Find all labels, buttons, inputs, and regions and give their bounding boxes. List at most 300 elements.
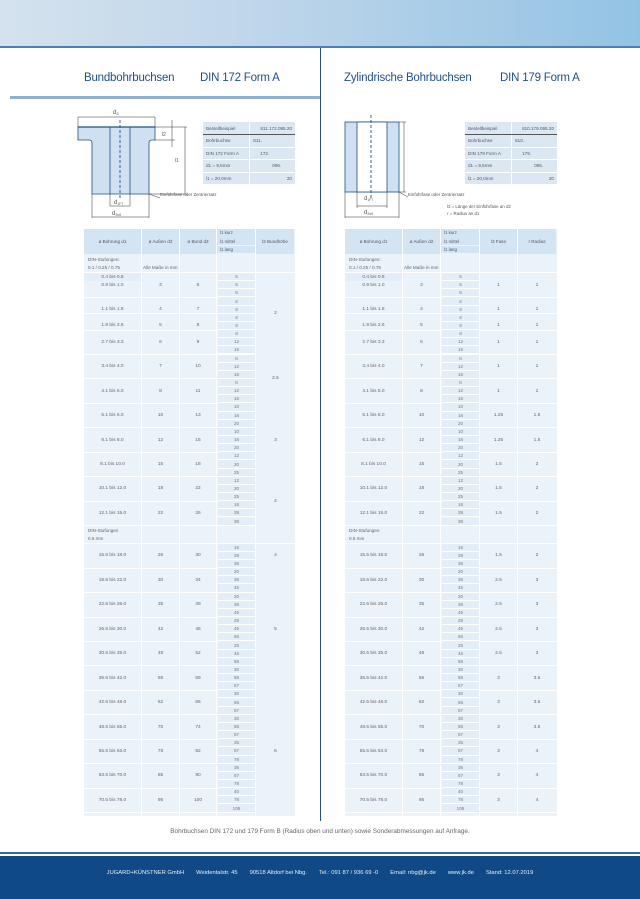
l1-value: 20 (442, 568, 479, 576)
d2-value: 70 (157, 724, 164, 730)
l1-value: 6 (442, 314, 479, 322)
svg-text:d2n6: d2n6 (364, 210, 374, 216)
footer-phone[interactable]: Tel.: 091 87 / 936 69 -0 (318, 870, 379, 876)
d3-value: 9 (196, 339, 200, 345)
d2-value: 7 (420, 364, 423, 370)
d2-value: 78 (418, 748, 425, 754)
l3-value: 3 (497, 700, 500, 706)
footnote: Bohrbuchsen DIN 172 und 179 Form B (Radius oben und unten) sowie Sonderabmessungen auf Anfrage. (170, 828, 470, 835)
d2-value: 26 (157, 553, 164, 559)
collar-height-value: 4 (274, 553, 277, 559)
column-header-l1-long: l1 lang (441, 246, 479, 254)
l3-value: 1 (497, 364, 500, 370)
d2-value: 95 (157, 797, 164, 803)
l1-value: 36 (442, 576, 479, 584)
l1-value: 40 (218, 788, 255, 796)
l1-value: 9 (442, 306, 479, 314)
l1-value: 30 (442, 666, 479, 674)
bore-range: 15.5 bis 18.0 (98, 553, 127, 559)
l3-value: 1.5 (495, 462, 502, 468)
l1-value: 10 (442, 428, 479, 436)
r-value: 1 (535, 282, 539, 288)
svg-text:d3: d3 (113, 110, 119, 116)
l1-value: 56 (218, 633, 255, 641)
r-value: 2 (535, 462, 539, 468)
l3-value: 1 (497, 323, 500, 329)
l1-value: 12 (218, 452, 255, 460)
left-title: Bundbohrbuchsen (84, 72, 175, 84)
d2-value: 18 (418, 486, 425, 492)
l1-value: 9 (218, 306, 255, 314)
bore-range: 22.5 bis 26.0 (359, 602, 388, 608)
bore-range: 22.5 bis 26.0 (98, 602, 127, 608)
l1-value: 56 (442, 674, 479, 682)
d3-value: 39 (195, 602, 201, 608)
l1-value: 56 (218, 723, 255, 731)
l1-value: 20 (218, 485, 255, 493)
l1-value: 67 (442, 747, 479, 755)
r-value: 1.5 (533, 437, 541, 443)
l1-value: 45 (442, 584, 479, 592)
column-separator (255, 229, 256, 816)
column-header-l1-mid: l1 mittel (441, 237, 479, 245)
l1-value: 6 (218, 273, 255, 281)
l3-value: 1.5 (495, 510, 502, 516)
column-header-l1-mid: l1 mittel (217, 237, 255, 245)
l1-value: 67 (218, 731, 255, 739)
footer-street: Weidentalstr. 45 (196, 870, 238, 876)
l1-value: 36 (442, 601, 479, 609)
l3-value: 2.5 (495, 626, 502, 632)
l1-value: 36 (218, 601, 255, 609)
example-label: l1 = 20,0mm (203, 172, 250, 185)
bore-range: 2.7 bis 3.3 (362, 339, 385, 345)
footer-company: JUGARD+KÜNSTNER GmbH (106, 870, 185, 876)
bore-range: 1.1 bis 1.8 (362, 307, 385, 313)
l1-value: 16 (218, 371, 255, 379)
l1-value: 45 (218, 609, 255, 617)
l1-value: 20 (218, 568, 255, 576)
d2-value: 26 (418, 553, 425, 559)
example-value: 20 (512, 172, 557, 185)
d3-value: 34 (195, 577, 201, 583)
d3-value: 11 (195, 388, 201, 394)
d2-value: 10 (157, 413, 164, 419)
l1-value: 45 (442, 650, 479, 658)
bore-range: 3.4 bis 4.0 (362, 364, 385, 370)
bore-range: 0.4 bis 0.8 (345, 273, 402, 281)
d2-value: 12 (157, 437, 164, 443)
l1-value: 12 (218, 387, 255, 395)
example-label: DIN 172 Form A (203, 147, 250, 160)
l1-value: 16 (218, 501, 255, 509)
bore-range: 70.5 bis 78.0 (359, 797, 388, 803)
r-value: 2 (535, 553, 539, 559)
bore-range: 42.5 bis 48.0 (98, 700, 127, 706)
l1-value: 10 (218, 403, 255, 411)
d2-value: 42 (157, 626, 164, 632)
bore-range: 4.1 bis 5.0 (362, 388, 385, 394)
d3-value: 6 (196, 282, 200, 288)
l1-value: 45 (442, 625, 479, 633)
l1-value: 9 (442, 289, 479, 297)
l1-value: 25 (442, 469, 479, 477)
column-header-r: r Radius (518, 229, 556, 254)
collar-height-value: 5 (274, 626, 277, 632)
l1-value: 28 (442, 552, 479, 560)
example-value: 811.172.095.20 (250, 122, 295, 135)
d3-value: 8 (196, 323, 200, 329)
l3-value: 1.5 (495, 486, 502, 492)
r-value: 3 (535, 651, 539, 657)
l1-value: 20 (218, 420, 255, 428)
l1-value: 20 (442, 444, 479, 452)
column-header-l1-short: l1 kurz (217, 229, 255, 237)
l1-value: 56 (218, 699, 255, 707)
bore-range: 63.5 bis 70.0 (359, 773, 388, 779)
bore-range: 12.1 bis 15.0 (98, 510, 127, 516)
d2-value: 10 (418, 413, 425, 419)
d2-value: 35 (418, 602, 425, 608)
example-value: 172. (250, 147, 295, 160)
l1-value: 67 (442, 707, 479, 715)
l1-value: 45 (218, 650, 255, 658)
r-value: 1 (535, 388, 539, 394)
example-value: 179. (512, 147, 557, 160)
l1-value: 67 (442, 772, 479, 780)
d3-value: 74 (195, 724, 201, 730)
d2-value: 8 (420, 388, 423, 394)
l1-value: 45 (218, 584, 255, 592)
column-separator (440, 229, 441, 816)
column-separator (517, 229, 518, 816)
footer-date: Stand: 12.07.2019 (485, 870, 534, 876)
section-note: DIN-Stufungen 0.5 mm (349, 527, 380, 541)
right-dimensions-table (345, 229, 557, 816)
right-title: Zylindrische Bohrbuchsen (344, 72, 472, 84)
l1-value: 9 (218, 289, 255, 297)
column-divider (320, 48, 321, 821)
bore-range: 5.1 bis 6.0 (362, 413, 385, 419)
r-value: 4 (535, 797, 539, 803)
l1-value: 16 (442, 501, 479, 509)
example-value: 810. (512, 135, 557, 148)
bore-range: 10.1 bis 12.0 (359, 486, 388, 492)
l1-value: 16 (218, 412, 255, 420)
d3-value: 26 (195, 510, 201, 516)
l1-value: 56 (442, 658, 479, 666)
l1-value: 30 (442, 690, 479, 698)
bore-range: 6.1 bis 8.0 (362, 437, 385, 443)
d2-value: 48 (157, 651, 164, 657)
example-label: DIN 179 Form A (465, 147, 512, 160)
collar-height-value: 3 (274, 437, 277, 443)
footer-web[interactable]: www.jk.de (447, 870, 474, 876)
bore-range: 30.5 bis 35.0 (98, 651, 127, 657)
l3-value: 3 (497, 675, 500, 681)
example-value: 095. (250, 160, 295, 173)
l1-value: 25 (218, 469, 255, 477)
l1-value: 78 (442, 780, 479, 788)
d2-value: 5 (420, 323, 423, 329)
example-value: 095. (512, 160, 557, 173)
l1-value: 35 (218, 739, 255, 747)
l1-value: 16 (218, 346, 255, 354)
l1-value: 16 (218, 544, 255, 552)
r-value: 3 (535, 602, 539, 608)
svg-text:d1F7: d1F7 (114, 200, 124, 206)
d3-value: 90 (195, 773, 201, 779)
l1-value: 8 (442, 330, 479, 338)
d2-value: 22 (418, 510, 425, 516)
l1-value: 10 (442, 403, 479, 411)
l1-value: 8 (218, 379, 255, 387)
l1-value: 12 (442, 477, 479, 485)
l1-value: 25 (442, 493, 479, 501)
d3-value: 66 (195, 700, 201, 706)
bore-range: 12.1 bis 15.0 (359, 510, 388, 516)
d2-value: 62 (418, 700, 425, 706)
d3-value: 46 (195, 626, 201, 632)
example-label: d1 = 9,5mm (465, 160, 512, 173)
d2-value: 4 (420, 307, 423, 313)
d2-value: 15 (157, 462, 164, 468)
d3-value: 10 (195, 364, 201, 370)
l1-value: 45 (218, 625, 255, 633)
l1-value: 16 (442, 395, 479, 403)
l1-value: 67 (218, 772, 255, 780)
column-separator (216, 229, 217, 816)
l1-value: 12 (442, 452, 479, 460)
l1-value: 12 (442, 387, 479, 395)
column-header-d1: ø Bohrung d1 (84, 229, 141, 254)
l1-value: 16 (218, 436, 255, 444)
l1-value: 30 (218, 666, 255, 674)
column-header-d2: ø Außen d2 (403, 229, 440, 254)
d2-value: 95 (418, 797, 425, 803)
l1-value: 28 (218, 509, 255, 517)
l1-value: 30 (218, 715, 255, 723)
bore-range: 42.5 bis 48.0 (359, 700, 388, 706)
bore-range: 15.5 bis 18.0 (359, 553, 388, 559)
l1-value: 56 (218, 674, 255, 682)
l1-value: 30 (442, 715, 479, 723)
l3-value: 1.25 (493, 437, 504, 443)
r-value: 4 (535, 748, 539, 754)
column-header-l1-short: l1 kurz (441, 229, 479, 237)
r-value: 3.5 (533, 675, 541, 681)
l1-value: 67 (218, 707, 255, 715)
l1-value: 6 (442, 297, 479, 305)
l3-value: 2.5 (495, 651, 502, 657)
collar-height-value: 2.5 (272, 376, 279, 382)
example-value: 811. (250, 135, 295, 148)
l1-value: 45 (442, 609, 479, 617)
d3-value: 82 (195, 748, 201, 754)
l3-value: 1 (497, 282, 500, 288)
l1-value: 78 (218, 756, 255, 764)
l1-value: 16 (442, 346, 479, 354)
left-title-underline (10, 96, 320, 99)
d2-value: 55 (418, 675, 425, 681)
units-note: Alle Maße in mm (404, 265, 439, 270)
bore-range: 70.5 bis 78.0 (98, 797, 127, 803)
l1-value: 20 (442, 593, 479, 601)
l1-value: 67 (218, 682, 255, 690)
d2-value: 15 (418, 462, 425, 468)
l1-value: 16 (442, 544, 479, 552)
d3-value: 18 (195, 462, 201, 468)
d2-value: 70 (418, 724, 425, 730)
footer-city: 90518 Altdorf bei Nbg. (249, 870, 307, 876)
d2-value: 3 (420, 282, 423, 288)
svg-text:d1F7: d1F7 (364, 196, 374, 202)
bore-range: 35.5 bis 42.0 (98, 675, 127, 681)
l1-value: 8 (218, 355, 255, 363)
l3-value: 3 (497, 724, 500, 730)
bore-range: 1.9 bis 2.6 (101, 323, 124, 329)
d2-value: 3 (159, 282, 162, 288)
l1-value: 12 (442, 363, 479, 371)
l1-value: 16 (218, 395, 255, 403)
bore-range: 2.7 bis 3.3 (101, 339, 124, 345)
bore-range: 1.1 bis 1.8 (101, 307, 124, 313)
l1-value: 25 (442, 641, 479, 649)
footer-email[interactable]: Email: nbg@jk.de (390, 870, 436, 876)
bore-range: 26.5 bis 30.0 (98, 626, 127, 632)
left-norm: DIN 172 Form A (200, 72, 280, 84)
bore-range: 48.5 bis 55.0 (359, 724, 388, 730)
l3-value: 1.25 (493, 413, 504, 419)
svg-text:l1: l1 (175, 158, 179, 164)
bore-range: 4.1 bis 5.0 (101, 388, 124, 394)
svg-text:l2: l2 (162, 132, 166, 138)
column-header-l1-long: l1 lang (217, 246, 255, 254)
row-separator (84, 812, 256, 813)
l1-value: 105 (442, 804, 479, 812)
bore-range: 0.9 bis 1.0 (362, 282, 385, 288)
l1-value: 40 (442, 788, 479, 796)
r-value: 4 (535, 773, 539, 779)
section-note: DIN-Stufungen: 0.1 / 0.25 / 0.75 (349, 257, 381, 270)
collar-height-value: 2 (274, 311, 277, 317)
column-header-l3: l3 Fase (480, 229, 517, 254)
l1-value: 78 (442, 756, 479, 764)
right-norm: DIN 179 Form A (500, 72, 580, 84)
bore-range: 35.5 bis 42.0 (359, 675, 388, 681)
l1-value: 6 (442, 281, 479, 289)
l3-value: 1 (497, 307, 500, 313)
l1-value: 35 (442, 739, 479, 747)
column-header-d2: ø Außen d2 (142, 229, 179, 254)
l1-value: 9 (218, 322, 255, 330)
l1-value: 6 (218, 297, 255, 305)
r-value: 2 (535, 510, 539, 516)
row-separator (345, 812, 557, 813)
d3-value: 7 (196, 307, 200, 313)
l1-value: 67 (218, 747, 255, 755)
l1-value: 78 (442, 796, 479, 804)
r-value: 1.5 (533, 413, 541, 419)
l1-value: 20 (218, 444, 255, 452)
flange-bushing-drawing (72, 100, 192, 220)
l3-value: 2.5 (495, 577, 502, 583)
l1-value: 56 (442, 723, 479, 731)
left-chamfer-note: Einführfase oder Zentriersatz (160, 192, 217, 197)
l1-value: 25 (218, 493, 255, 501)
l1-value: 56 (218, 658, 255, 666)
r-value: 2 (535, 486, 539, 492)
d2-value: 8 (159, 388, 162, 394)
column-header-d3: ø Bund d3 (180, 229, 216, 254)
l3-value: 3 (497, 748, 500, 754)
l1-value: 20 (442, 420, 479, 428)
bore-range: 0.4 bis 0.8 (84, 273, 141, 281)
l1-value: 20 (218, 460, 255, 468)
l1-value: 36 (442, 560, 479, 568)
l1-value: 67 (442, 731, 479, 739)
l1-value: 20 (442, 460, 479, 468)
d2-value: 42 (418, 626, 425, 632)
bore-range: 1.9 bis 2.6 (362, 323, 385, 329)
l1-value: 36 (218, 518, 255, 526)
d2-value: 7 (159, 364, 162, 370)
column-header-d1: ø Bohrung d1 (345, 229, 402, 254)
l1-value: 6 (442, 273, 479, 281)
right-legend-l3: l3 = Länge der Einführfase an d2 (447, 204, 511, 209)
example-value: 20 (250, 172, 295, 185)
d2-value: 35 (157, 602, 164, 608)
d2-value: 6 (159, 339, 162, 345)
l1-value: 16 (442, 371, 479, 379)
left-order-example (203, 122, 295, 185)
svg-text:d2n6: d2n6 (112, 211, 122, 217)
l1-value: 25 (442, 617, 479, 625)
l1-value: 36 (218, 576, 255, 584)
r-value: 1 (535, 364, 539, 370)
column-separator (479, 229, 480, 816)
l1-value: 36 (218, 560, 255, 568)
example-value: 810.179.095.20 (512, 122, 557, 135)
right-legend-r: r = Radius an d1 (447, 211, 480, 216)
l1-value: 8 (218, 330, 255, 338)
bore-range: 3.4 bis 4.0 (101, 364, 124, 370)
d3-value: 100 (193, 797, 202, 803)
section-note: DIN-Stufungen 0.5 mm (88, 527, 119, 541)
l1-value: 6 (218, 314, 255, 322)
l1-value: 16 (442, 436, 479, 444)
left-dimensions-table (84, 229, 295, 816)
l1-value: 56 (442, 699, 479, 707)
l1-value: 6 (218, 281, 255, 289)
r-value: 1 (535, 307, 539, 313)
d2-value: 85 (418, 773, 425, 779)
collar-height-value: 4 (274, 498, 277, 504)
l1-value: 20 (442, 485, 479, 493)
header-gradient-band (0, 0, 640, 46)
d3-value: 30 (195, 553, 201, 559)
example-label: Bestellbeispiel (203, 122, 250, 135)
d2-value: 22 (157, 510, 164, 516)
units-note: Alle Maße in mm (143, 265, 178, 270)
l1-value: 28 (442, 509, 479, 517)
l3-value: 1 (497, 388, 500, 394)
bore-range: 18.5 bis 22.0 (98, 577, 127, 583)
l1-value: 56 (442, 633, 479, 641)
l3-value: 1 (497, 339, 500, 345)
d2-value: 6 (420, 339, 423, 345)
d2-value: 4 (159, 307, 162, 313)
